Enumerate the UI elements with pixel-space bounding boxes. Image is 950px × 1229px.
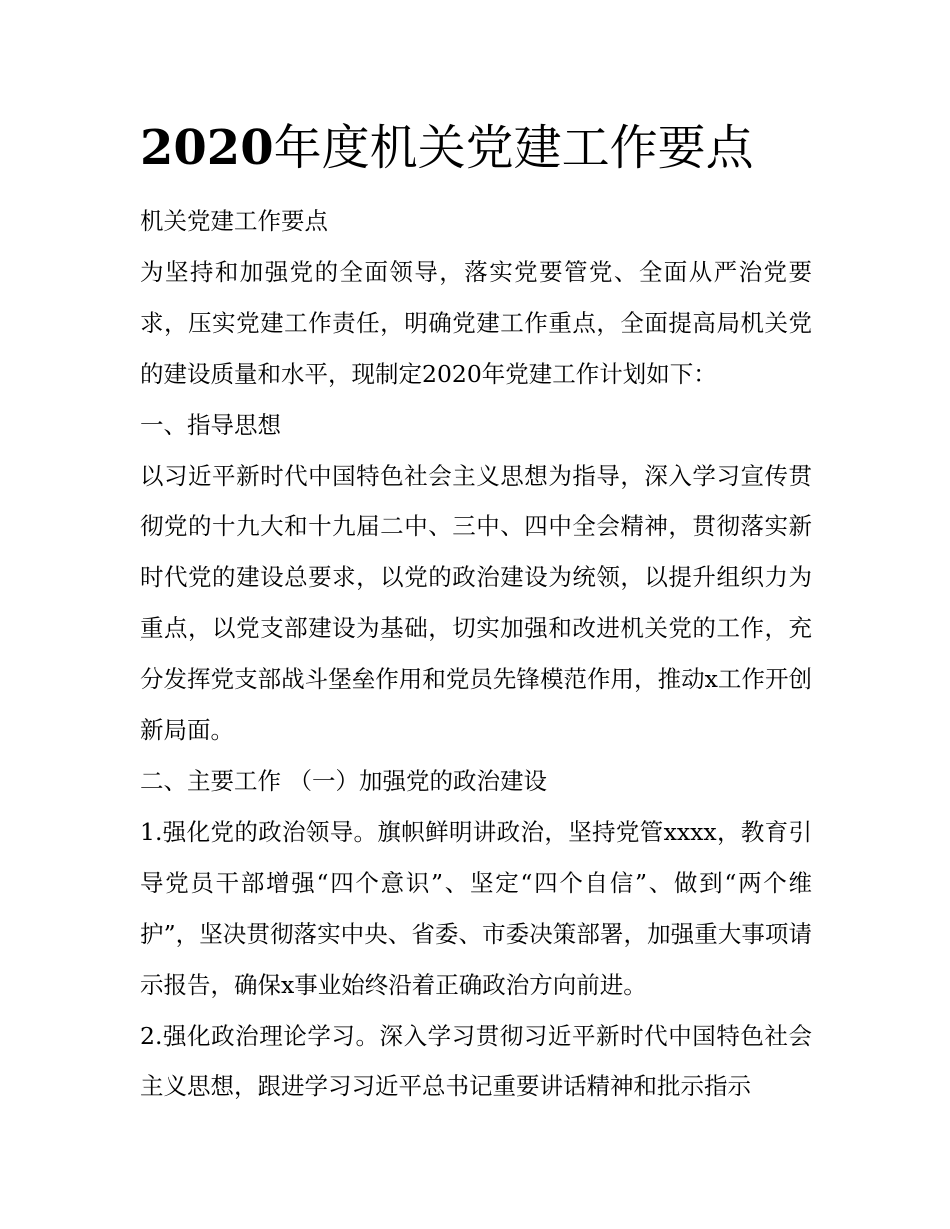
item-2-paragraph: 2.强化政治理论学习。深入学习贯彻习近平新时代中国特色社会主义思想，跟进学习习近平总书记重要讲话精神和批示指示 [140,1021,812,1101]
title-text: 年度机关党建工作要点 [273,120,754,176]
item-1-paragraph: 1.强化党的政治领导。旗帜鲜明讲政治，坚持党管xxxx，教育引导党员干部增强“四个意识”、坚定“四个自信”、做到“两个维护”，坚决贯彻落实中央、省委、市委决策部署，加强重大事项请示报告，确保x事业始终沿着正确政治方向前进。 [140,817,812,999]
title-year: 2020 [140,120,274,176]
document-title [140,118,840,178]
section-heading-main-work: 二、主要工作 （一）加强党的政治建设 [140,766,547,795]
document-body [140,196,812,1112]
intro-paragraph: 为坚持和加强党的全面领导，落实党要管党、全面从严治党要求，压实党建工作责任，明确党建工作重点，全面提高局机关党的建设质量和水平，现制定2020年党建工作计划如下： [140,257,812,388]
guiding-ideology-paragraph: 以习近平新时代中国特色社会主义思想为指导，深入学习宣传贯彻党的十九大和十九届二中、三中、四中全会精神，贯彻落实新时代党的建设总要求，以党的政治建设为统领，以提升组织力为重点，以党支部建设为基础，切实加强和改进机关党的工作，充分发挥党支部战斗堡垒作用和党员先锋模范作用，推动x工作开创新局面。 [140,461,812,745]
subtitle-paragraph: 机关党建工作要点 [140,207,328,235]
section-heading-guiding-ideology: 一、指导思想 [140,410,281,439]
